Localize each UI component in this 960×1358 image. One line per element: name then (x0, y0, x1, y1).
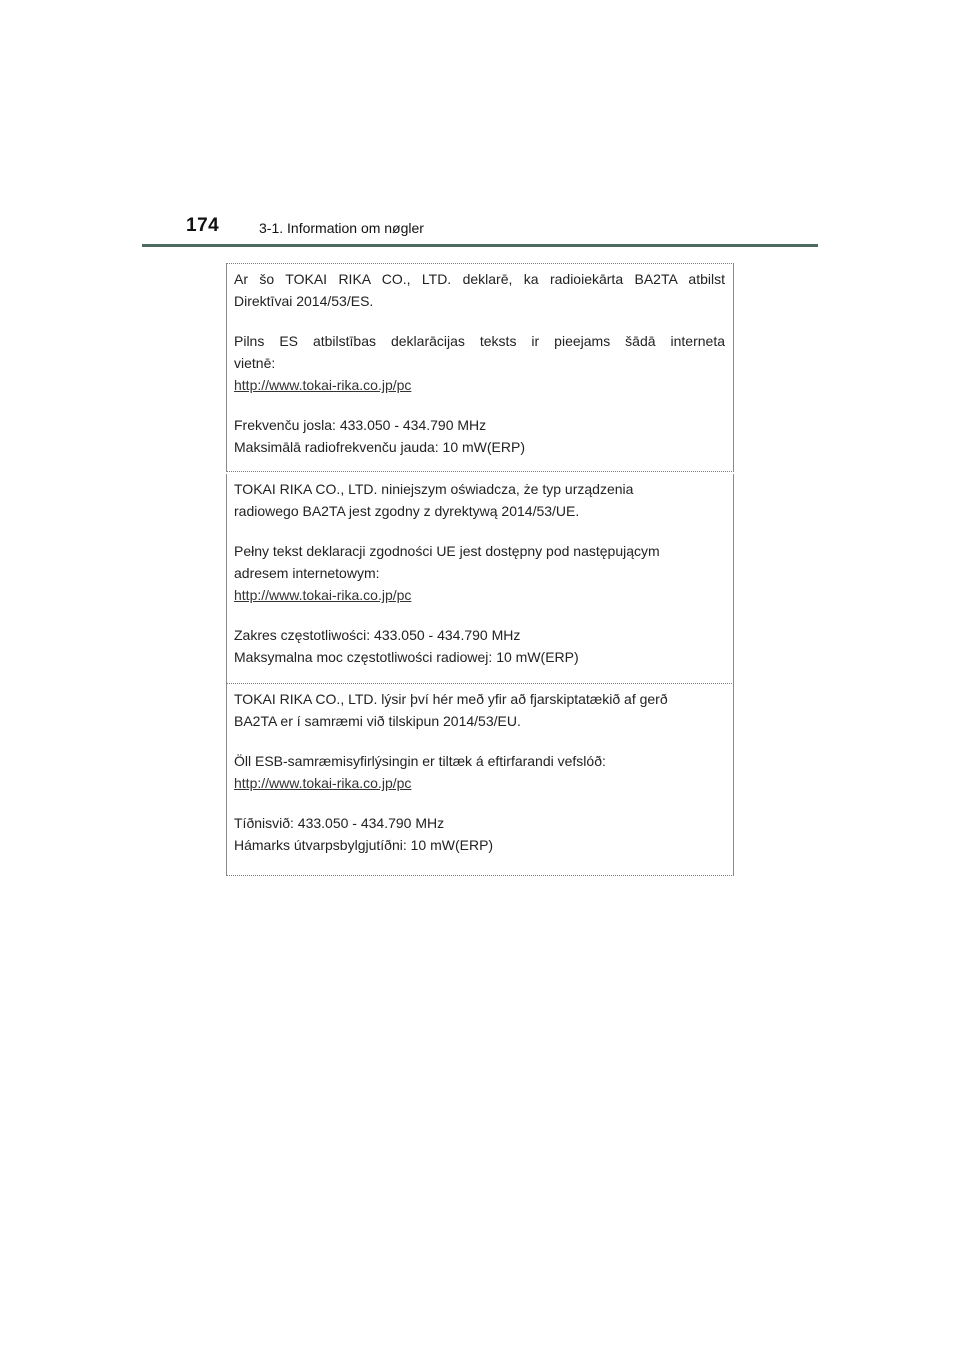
frequency-band: Tíðnisvið: 433.050 - 434.790 MHz (234, 815, 445, 831)
header-rule (142, 244, 818, 247)
declaration-line-1: TOKAI RIKA CO., LTD. lýsir því hér með yfir að fjarskiptatækið af gerð (234, 691, 668, 707)
declaration-line-1: Ar šo TOKAI RIKA CO., LTD. deklarē, ka radioiekārta BA2TA atbilst (234, 271, 725, 287)
declaration-line-1: TOKAI RIKA CO., LTD. niniejszym oświadcza, że typ urządzenia (234, 481, 634, 497)
declaration-url-link[interactable]: http://www.tokai-rika.co.jp/pc (234, 587, 412, 603)
fulltext-line-1: Pilns ES atbilstības deklarācijas teksts ir pieejams šādā interneta (234, 333, 725, 349)
frequency-band: Frekvenču josla: 433.050 - 434.790 MHz (234, 417, 487, 433)
page-number: 174 (186, 215, 220, 236)
max-power: Maksymalna moc częstotliwości radiowej: 10 mW(ERP) (234, 649, 579, 665)
fulltext-line-1: Öll ESB-samræmisyfirlýsingin er tiltæk á eftirfarandi vefslóð: (234, 753, 606, 769)
section-title: 3-1. Information om nøgler (259, 220, 424, 236)
max-power: Maksimālā radiofrekvenču jauda: 10 mW(ERP) (234, 439, 525, 455)
declaration-box-icelandic (226, 684, 734, 876)
fulltext-line-1: Pełny tekst deklaracji zgodności UE jest dostępny pod następującym (234, 543, 660, 559)
fulltext-line-2: vietnē: (234, 355, 276, 371)
frequency-band: Zakres częstotliwości: 433.050 - 434.790 MHz (234, 627, 521, 643)
declaration-line-2: Direktīvai 2014/53/ES. (234, 293, 374, 309)
declaration-line-2: radiowego BA2TA jest zgodny z dyrektywą 2014/53/UE. (234, 503, 580, 519)
max-power: Hámarks útvarpsbylgjutíðni: 10 mW(ERP) (234, 837, 494, 853)
declaration-box-latvian (226, 263, 734, 472)
declaration-url-link[interactable]: http://www.tokai-rika.co.jp/pc (234, 377, 412, 393)
declaration-box-polish (226, 474, 734, 684)
declaration-url-link[interactable]: http://www.tokai-rika.co.jp/pc (234, 775, 412, 791)
fulltext-line-2: adresem internetowym: (234, 565, 380, 581)
declaration-line-2: BA2TA er í samræmi við tilskipun 2014/53/EU. (234, 713, 521, 729)
